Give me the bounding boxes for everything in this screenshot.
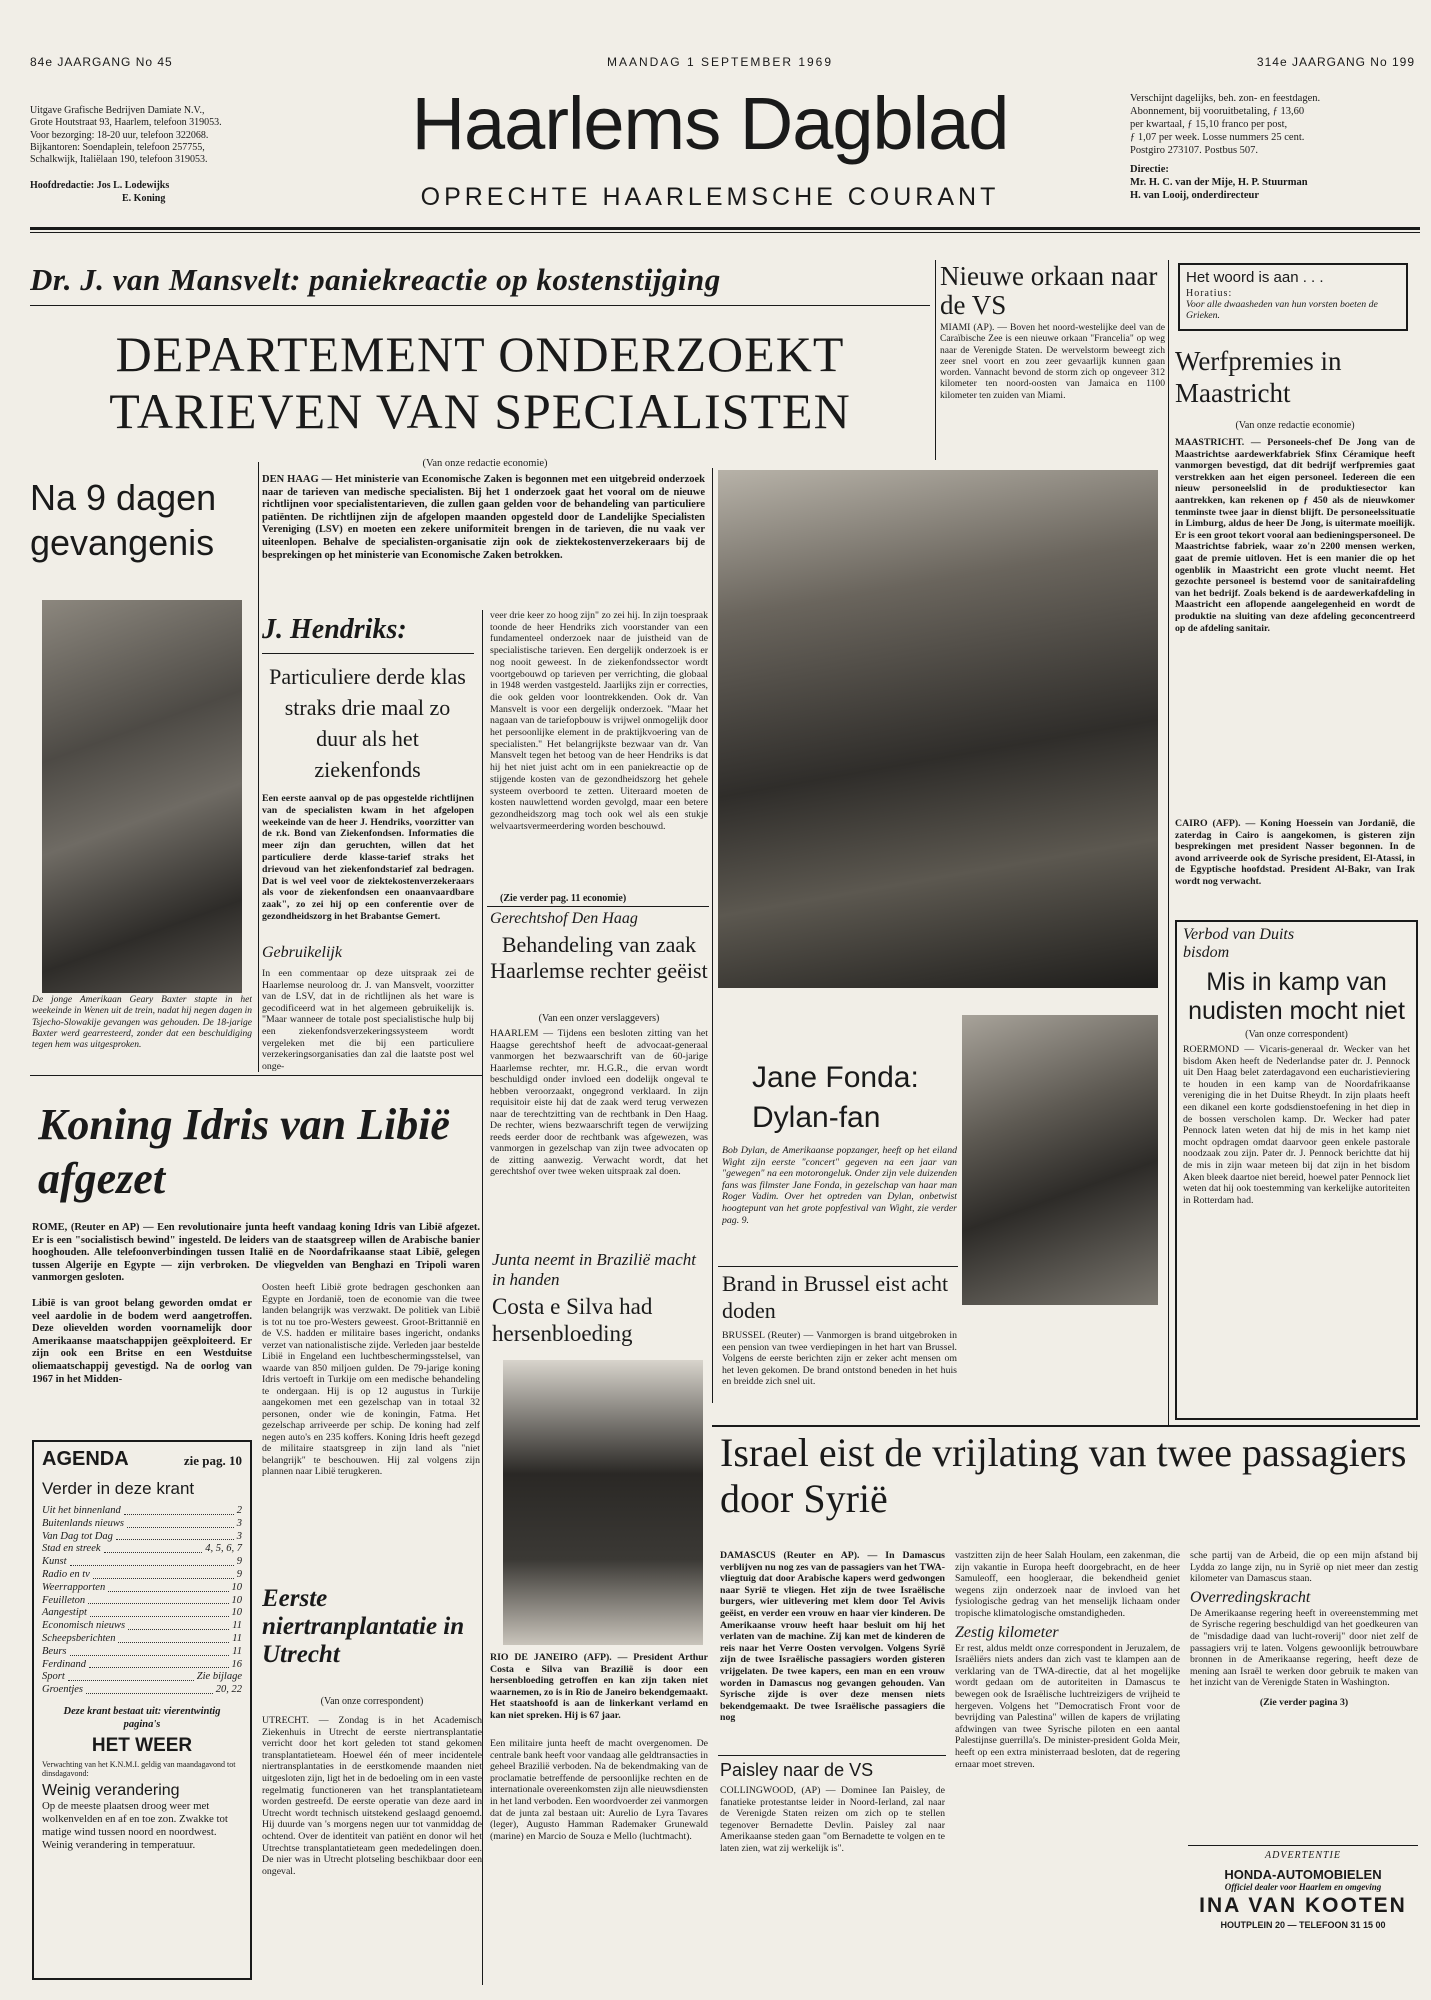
agenda-item-page: 10: [231, 1607, 242, 1619]
weather-text: Op de meeste plaatsen droog weer met wolkenvelden en af en toe zon. Zwakke tot matige wind tussen noord en noordwest. Weinig verandering in temperatuur.: [42, 1799, 228, 1851]
brazil-text: Een militaire junta heeft de macht overgenomen. De centrale bank heeft voor vandaag alle geldtransacties in geheel Brazilië verboden. Na de bekendmaking van de proclamatie betreffende de persoonlijke rechten en de internationale overeenkomsten zijn alle nieuwsdiensten in het land verboden. Een woordvoerder zei vanmorgen dat de junta zal bestaan uit: Aurelio de Lyra Tavares (leger), Augusto Hamman Rademaker Grunewald (marine) en Marcio de Souza e Mello (luchtmacht).: [490, 1738, 708, 1842]
dylan-photo: [962, 1015, 1158, 1305]
hendriks-subhead: Gebruikelijk: [262, 944, 342, 961]
agenda-item-label: Beurs: [42, 1645, 67, 1657]
nudisten-kicker: Verbod van Duits bisdom: [1183, 926, 1295, 961]
agenda-item: [42, 1518, 242, 1531]
directie-line: H. van Looij, onderdirecteur: [1130, 190, 1260, 201]
agenda-item-page: 2: [236, 1505, 242, 1516]
col-rule: [482, 1075, 483, 1985]
leader-dots: [93, 1569, 234, 1579]
paisley-headline: Paisley naar de VS: [720, 1760, 874, 1780]
quote-title: Het woord is aan . . .: [1186, 269, 1324, 286]
festival-photo: [718, 470, 1158, 988]
israel-col2: [955, 1550, 1180, 1770]
hof-headline: Behandeling van zaak Haarlemse rechter geëist: [490, 932, 708, 983]
publisher-line: Voor bezorging: 18-20 uur, telefoon 322068.: [30, 129, 209, 141]
agenda-see: zie pag. 10: [183, 1453, 242, 1468]
leader-dots: [128, 1620, 229, 1630]
agenda-item-label: Feuilleton: [42, 1594, 86, 1606]
agenda-item-page: 10: [231, 1581, 242, 1593]
agenda-item: [42, 1646, 242, 1659]
agenda-item-label: Buitenlands nieuws: [42, 1517, 124, 1529]
weather-title: HET WEER: [91, 1734, 193, 1756]
directie-label: Directie:: [1130, 164, 1169, 175]
agenda-item-page: 16: [231, 1658, 242, 1670]
werfpremies-headline: Werfpremies in Maastricht: [1175, 346, 1342, 408]
ad-label: ADVERTENTIE: [1265, 1850, 1341, 1861]
agenda-item-page: 10: [231, 1594, 242, 1606]
hof-text: HAARLEM — Tijdens een besloten zitting van het Haagse gerechtshof heeft de advocaat-generaal vanmorgen het bezwaarschrift van de 60-jarige Haarlemse rechter, mr. H.G.R., die ervan wordt beschuldigd onder invloed een dodelijk ongeval te hebben veroorzaakt, ongegrond verklaard. In zijn requisitoir eiste hij dat de zaak werd terug verwezen naar de terechtzitting van de rechtbank in Den Haag. De rechter, wiens bezwaarschrift tegen de verwijzing reeds eerder door de rechtbank was afgewezen, was vanmorgen in gezelschap van zijn twee advocaten op de zitting aanwezig. Verwacht wordt, dat het gerechtshof over twee weken uitspraak zal doen.: [490, 1028, 708, 1177]
agenda-item-page: 3: [236, 1517, 242, 1529]
directie-line: Mr. H. C. van der Mije, H. P. Stuurman: [1130, 177, 1308, 188]
volume-left: 84e JAARGANG No 45: [30, 55, 173, 69]
agenda-item-label: Aangestipt: [42, 1607, 87, 1619]
israel-headline: Israel eist de vrijlating van twee passagiers door Syrië: [720, 1430, 1407, 1521]
nudisten-text: ROERMOND — Vicaris-generaal dr. Wecker van het bisdom Aken heeft de Nederlandse pater dr. J. Pennock uit Den Haag belet zaterdagavond een eucharistieviering te houden in een kamp van de Noordafrikaanse vereniging die in het Duitse Rheydt. In zijn plaats heeft een dikanel een korte godsdienstoefening in het diep in de bossen verscholen kamp. Dr. Wecker had pater Pennock laten weten dat hij de mis in het kamp niet mocht opdragen omdat daarvoor geen enkele pastorale noodzaak zou zijn. Pater dr. J. Pennock berichtte dat hij de mis in zijn waar meteen bij dat zijn in het bisdom Aken bleek daartoe niet bereid, hoewel pater Pennock liet weten dat hij ook toestemming van kerkelijke autoriteiten in Rotterdam had.: [1183, 1044, 1410, 1206]
lead-kicker-rule: [30, 305, 930, 306]
hof-kicker: Gerechtshof Den Haag: [490, 910, 638, 927]
costa-e-silva-photo: [503, 1360, 703, 1645]
subscription-line: Verschijnt dagelijks, beh. zon- en feestdagen.: [1130, 93, 1321, 104]
agenda-item-page: 11: [232, 1645, 242, 1657]
newspaper-title: Haarlems Dagblad: [411, 82, 1009, 165]
brazil-caption: RIO DE JANEIRO (AFP). — President Arthur Costa e Silva van Brazilië is door een hersenbloeding getroffen en kan zijn taken niet waarnemen, zo is in Rio de Janeiro bekendgemaakt. Het staatshoofd is aan de linkerkant verlamd en kan niet spreken. Hij is 67 jaar.: [490, 1652, 708, 1721]
agenda-item: [42, 1556, 242, 1569]
lead-kicker: Dr. J. van Mansvelt: paniekreactie op kostenstijging: [30, 262, 721, 297]
publisher-line: Bijkantoren: Soendaplein, telefoon 257755,: [30, 141, 205, 153]
agenda-item-page: 11: [232, 1620, 242, 1632]
paisley-text: COLLINGWOOD, (AP) — Dominee Ian Paisley, de fanatieke protestantse leider in Noord-Ierland, zal naar de Verenigde Staten reizen om zich op te stellen tegenover Bernadette Devlin. Paisley zal naar Amerikaanse steden gaan "om Bernadette te volgen en te laten zien, wat zij werkelijk is".: [720, 1785, 945, 1854]
israel-subhead-2: Overredingskracht: [1190, 1588, 1311, 1606]
israel-col1: DAMASCUS (Reuter en AP). — In Damascus verblijven nu nog zes van de passagiers van het TWA-vliegtuig dat door Arabische kapers werd gedwongen naar Syrië te vliegen. Het zijn de twee Israëlische burgers, wier uitlevering met klem door Tel Avivis geëist, en verder een vrouw en haar vier kinderen. De Amerikaanse vrouw heeft haar besluit om hij het verlaten van de machine. Zij kan met de kinderen de reis naar het Verre Oosten vervolgen. Volgens Syrië zijn de twee Israëlische passagiers worden gisteren vrijgelaten. De twee kapers, een man en een vrouw worden in Damascus nog gevangen gehouden. Van Syrische zijde is over deze mensen niets bekendgemaakt. De twee Israëlische passagiers die nog: [720, 1550, 945, 1724]
agenda-item-label: Ferdinand: [42, 1658, 86, 1670]
idris-col2: Oosten heeft Libië grote bedragen geschonken aan Egypte en Jordanië, toen de economie van die twee landen belangrijk was verzwakt. De politiek van Libië is tot nu toe pro-Westers geweest. Groot-Brittannië en de V.S. hadden er militaire bases ingericht, ondanks verzet van nationalistische zijde. Verleden jaar bestelde Libië in Engeland een luchtbeschermingsstelsel, van waarde van 850 miljoen gulden. De 79-jarige koning Idris vertoeft in Turkije om een medische behandeling te ondergaan. Hij is op 12 augustus in Turkije aangekomen met een gezelschap van in totaal 32 personen, onder wie de koningin, Fatma. Het gezelschap arriveerde per schip. De koning had zelf negen auto's en 235 koffers. Koning Idris heeft gezegd de militaire staatsgreep in zijn land als "niet belangrijk" te beschouwen. Hij zal volgens zijn plannen naar Libië terugkeren.: [262, 1282, 480, 1477]
lead-headline-2: TARIEVEN VAN SPECIALISTEN: [109, 383, 851, 439]
agenda-title: AGENDA: [42, 1448, 129, 1470]
israel-col2-text: vastzitten zijn de heer Salah Houlam, een zakenman, die zijn vakantie in Europa heeft doorgebracht, en de heer Samuleoff, een hoogleraar, die bekendheid geniet wegens zijn onderzoek naar de invloed van het fysiologische gedrag van het menselijk lichaam onder tropische klimatologische omstandigheden.: [955, 1550, 1180, 1619]
transplant-text: UTRECHT. — Zondag is in het Academisch Ziekenhuis in Utrecht de eerste niertransplantatie verricht door het kort geleden tot stand gekomen transplantatieteam. Hoewel één of meer incidentele niertransplantaties in de eerstkomende maanden niet uitgesloten zijn, ligt het in de bedoeling om in een vaste regelmatig functioneren van het transplantatieteam worden gestreefd. De eerste operatie van deze aard in Utrecht wordt technisch uitstekend geslaagd genoemd. Hij duurde van 's morgens negen uur tot vanmiddag de ochtend. Over de identiteit van patiënt en donor wil het Utrechtse transplantatieteam geen mededelingen doen. De nier was in Utrecht plotseling beschikbaar door een ongeval.: [262, 1715, 482, 1877]
baxter-photo: [42, 600, 242, 993]
agenda-item: [42, 1505, 242, 1518]
section-rule: [30, 1075, 482, 1076]
idris-intro: ROME, (Reuter en AP) — Een revolutionaire junta heeft vandaag koning Idris van Libië afgezet. Er is een "socialistisch bewind" ingesteld. De leiders van de staatsgreep willen de Arabische banier hooghouden. Alle telefoonverbindingen tussen Italië en de Noordafrikaanse staat Libië, gelegen tussen Algerije en Egypte — zijn verbroken. De vliegvelden van Benghazi en Tripoli waren vanmorgen gesloten.: [32, 1222, 480, 1284]
idris-col1: Libië is van groot belang geworden omdat er veel aardolie in de bodem werd aangetroffen. Deze olievelden worden voornamelijk door Amerikaanse maatschappijen geëxploiteerd. Er zijn ook een Britse en een Westduitse oliemaatschappij gevestigd. Na de oorlog van 1967 in het Midden-: [32, 1298, 252, 1385]
col-rule: [1168, 260, 1169, 1425]
col-rule: [935, 260, 936, 460]
leader-dots: [127, 1518, 234, 1528]
fonda-headline: Jane Fonda: Dylan-fan: [752, 1061, 919, 1134]
subscription-line: Abonnement, bij vooruitbetaling, ƒ 13,60: [1130, 106, 1305, 117]
israel-col3: [1190, 1550, 1418, 1709]
subscription-line: per kwartaal, ƒ 15,10 franco per post,: [1130, 119, 1288, 130]
cairo-text: CAIRO (AFP). — Koning Hoessein van Jordanië, die zaterdag in Cairo is aangekomen, is gisteren zijn besprekingen met president Nasser begonnen. In de avond arriveerde ook de Syrische president, El-Atassi, in de Egyptische hoofdstad. President Al-Bakr, van Irak wordt nog verwacht.: [1175, 818, 1415, 887]
nudisten-source: (Van onze correspondent): [1245, 1029, 1348, 1040]
leader-dots: [68, 1671, 194, 1681]
masthead-rule: [30, 227, 1420, 230]
brussel-headline: Brand in Brussel eist acht doden: [722, 1271, 949, 1323]
hof-source: (Van een onzer verslaggevers): [538, 1013, 660, 1024]
agenda-list: [42, 1505, 242, 1697]
agenda-subtitle: Verder in deze krant: [42, 1479, 195, 1498]
agenda-item-label: Economisch nieuws: [42, 1620, 126, 1632]
lead-source: (Van onze redactie economie): [422, 458, 548, 469]
col-rule: [712, 468, 713, 1403]
subscription-info: [1130, 92, 1420, 202]
subscription-line: ƒ 1,07 per week. Losse nummers 25 cent.: [1130, 132, 1305, 143]
col-rule: [482, 610, 483, 1075]
weather-small: Verwachting van het K.N.M.I. geldig van maandagavond tot dinsdagavond:: [42, 1759, 236, 1779]
agenda-item-label: Stad en streek: [42, 1543, 101, 1555]
agenda-item: [42, 1607, 242, 1620]
agenda-item-page: 4, 5, 6, 7: [205, 1543, 242, 1555]
agenda-item: [42, 1569, 242, 1582]
quote-box: [1178, 263, 1408, 331]
agenda-item-page: Zie bijlage: [196, 1671, 242, 1683]
israel-subhead: Zestig kilometer: [955, 1623, 1059, 1641]
issue-date: MAANDAG 1 SEPTEMBER 1969: [606, 55, 834, 69]
publisher-line: Grote Houtstraat 93, Haarlem, telefoon 319053.: [30, 117, 222, 129]
brazil-kicker: Junta neemt in Brazilië macht in handen: [492, 1250, 696, 1289]
gevangenis-headline: Na 9 dagen gevangenis: [30, 477, 217, 563]
weather-headline: Weinig verandering: [42, 1781, 180, 1799]
leader-dots: [86, 1684, 213, 1694]
brussel-text: BRUSSEL (Reuter) — Vanmorgen is brand uitgebroken in een pension van twee verdiepingen in het hart van Brussel. Volgens de eerste berichten zijn er zeker acht mensen om het leven gekomen. De brand ontstond beneden in het huis en breidde zich snel uit.: [722, 1330, 957, 1388]
agenda-item: [42, 1582, 242, 1595]
quote-author: Horatius:: [1186, 288, 1233, 299]
werfpremies-text: MAASTRICHT. — Personeels-chef De Jong van de Maastrichtse aardewerkfabriek Sfinx Céramique heeft vanmorgen bevestigd, dat dit bedrijf werfpremies gaat verstrekken aan het eigen personeel. Iedereen die een nieuw personeelslid in de produktiesector kan aantrekken, kan rekenen op ƒ 450 als de nieuwkomer tenminste twee jaar in dienst blijft. De personeelssituatie in Limburg, aldus de heer De Jong, is uitermate moeilijk. Er is een groot tekort vooral aan bedieningspersoneel. De Maastrichtse fabriek, waar zo'n 2200 mensen werken, gaat de premie uitloven. Het is een manier die op het ogenblik in Maastricht een grote vlucht neemt. Het gezochte personeel is bestemd voor de sanitairafdeling van het bedrijf. Zoals bekend is de aardewerkafdeling in Maastricht een aflopende aangelegenheid en wordt de produktie na sluiting van deze afdeling geconcentreerd op de afdeling sanitair.: [1175, 437, 1415, 634]
lead-intro: DEN HAAG — Het ministerie van Economische Zaken is begonnen met een uitgebreid onderzoek naar de tarieven van medische specialisten. Bij het 1 onderzoek gaat het vooral om de nieuwe richtlijnen voor specialistentarieven, die zullen gaan gelden voor de behandeling van particuliere patiënten. De richtlijnen zijn de afgelopen maanden opgesteld door de Landelijke Specialisten Vereniging (LSV) en moeten een zekere uniformiteit brengen in de tarieven, die nu vaak ver uiteenlopen. Behalve de specialisten-organisatie zijn ook de ziektekostenverzekeraars bij de besprekingen op het ministerie van Economische Zaken betrokken.: [262, 474, 705, 561]
leader-dots: [89, 1659, 229, 1669]
agenda-item-label: Radio en tv: [42, 1568, 90, 1580]
agenda-item: [42, 1531, 242, 1544]
subscription-line: Postgiro 273107. Postbus 507.: [1130, 145, 1259, 156]
editors-second: E. Koning: [122, 192, 166, 204]
transplant-headline: Eerste niertranplantatie in Utrecht: [262, 1585, 465, 1668]
agenda-item-page: 20, 22: [215, 1684, 242, 1696]
hendriks-label: J. Hendriks:: [262, 614, 407, 645]
agenda-item: [42, 1671, 242, 1684]
fonda-caption: Bob Dylan, de Amerikaanse popzanger, heeft op het eiland Wight zijn eerste "concert" gegeven na een jaar van "gewegen" na een motorongeluk. Onder zijn vele duizenden fans was filmster Jane Fonda, in gezelschap van haar man Roger Vadim. Over het optreden van Dylan, onbetwist hoogtepunt van het grote popfestival van Wight, zie verder pag. 9.: [722, 1145, 957, 1226]
agenda-item-page: 9: [236, 1556, 242, 1568]
newspaper-subtitle: OPRECHTE HAARLEMSCHE COURANT: [420, 183, 1000, 211]
agenda-item: [42, 1684, 242, 1697]
agenda-item-label: Weerrapporten: [42, 1581, 106, 1593]
israel-col2-text-b: Er rest, aldus meldt onze correspondent in Jeruzalem, de Israëliërs niets anders dan zich vast te klampen aan de verklaring van de TWA-directie, dat al het mogelijke wordt gedaan om de autoriteiten in Damascus te bewegen ook de Israëlische luchtreizigers de vrijheid te hergeven. Volgens het "Democratisch Front voor de bevrijding van Palestina" willen de kapers de vrijlating afdwingen van twee Syrische piloten en een aantal Palestijnse guerrilla's. De minister-president Golda Meir, heeft op een extra ministerraad besloten, dat de regering ernaar moet streven.: [955, 1642, 1180, 1770]
nudisten-headline: Mis in kamp van nudisten mocht niet: [1188, 968, 1405, 1025]
agenda-item-label: Scheepsberichten: [42, 1632, 116, 1644]
masthead-rule-thin: [30, 232, 1420, 233]
volume-right: 314e JAARGANG No 199: [1256, 55, 1415, 69]
agenda-item-page: 9: [236, 1568, 242, 1580]
hurricane-headline: Nieuwe orkaan naar de VS: [940, 262, 1158, 320]
agenda-item: [42, 1595, 242, 1608]
leader-dots: [108, 1582, 228, 1592]
leader-dots: [118, 1633, 229, 1643]
israel-col3-text: sche partij van de Arbeid, die op een mijn afstand bij Lydda zo lange zijn, nu in Syrië op niet meer dan zestig kilometer van Damascus staan.: [1190, 1550, 1418, 1585]
agenda-item-page: 3: [236, 1530, 242, 1542]
leader-dots: [70, 1556, 234, 1566]
publisher-line: Schalkwijk, Italiëlaan 190, telefoon 319053.: [30, 154, 208, 166]
leader-dots: [124, 1505, 234, 1515]
agenda-item-label: Uit het binnenland: [42, 1505, 121, 1516]
baxter-caption: De jonge Amerikaan Geary Baxter stapte in het weekeinde in Wenen uit de trein, nadat hij negen dagen in Tsjecho-Slowakije gevangen was gehouden. De 18-jarige Baxter werd gearresteerd, zonder dat een beschuldiging tegen hem was uitgesproken.: [32, 995, 252, 1051]
section-rule: [712, 1425, 1420, 1427]
israel-col3-text-b: De Amerikaanse regering heeft in overeenstemming met de Syrische regering beschuldigd van het goedkeuren van de "misdadige daad van lucht-roverij" door niet zelf de passagiers vrij te laten. Volgens gewoonlijk betrouwbare bronnen in de Amerikaanse regering, heeft deze de mening aan Israël te werken door gebruik te maken van het inzicht van de Verenigde Staten in Washington.: [1190, 1607, 1418, 1689]
agenda-item-page: 11: [232, 1632, 242, 1644]
hendriks-text-2: In een commentaar op deze uitspraak zei de Haarlemse neuroloog dr. J. van Mansvelt, voorzitter van de LSV, dat in de richtlijnen als het ware is gecodificeerd wat in het algemeen gebruikelijk is. "Maar wanneer de totale post specialistische hulp bij een ziekenfondsverzekeringssysteem wordt vergeleken met die bij een particuliere verzekeringsorganisaties dan zal die laatste post wel onge-: [262, 968, 474, 1072]
lead-headline-1: DEPARTEMENT ONDERZOEKT: [115, 326, 845, 382]
hendriks-headline: Particuliere derde klas straks drie maal zo duur als het ziekenfonds: [269, 664, 466, 782]
section-rule: [487, 906, 709, 907]
honda-advertisement: [1188, 1845, 1418, 1990]
leader-dots: [104, 1543, 203, 1553]
agenda-note: Deze krant bestaat uit: vierentwintig pagina's: [63, 1705, 221, 1730]
leader-dots: [88, 1595, 228, 1605]
ad-name: INA VAN KOOTEN: [1199, 1894, 1407, 1917]
section-rule: [718, 1266, 958, 1267]
leader-dots: [70, 1646, 230, 1656]
agenda-item-label: Kunst: [42, 1556, 67, 1568]
agenda-item-label: Van Dag tot Dag: [42, 1530, 113, 1542]
ad-dealer: Officiel dealer voor Haarlem en omgeving: [1224, 1882, 1382, 1892]
nudisten-box: [1175, 920, 1418, 1420]
section-rule: [718, 1755, 946, 1756]
hurricane-text: MIAMI (AP). — Boven het noord-westelijke deel van de Caraïbische Zee is een nieuwe orkaan "Francelia" op weg naar de Verenigde Staten. De wervelstorm beweegt zich zeer snel voort en zou zeer gevaarlijk kunnen gaan worden. Vannacht bevond de storm zich op ongeveer 312 kilometer ten noord-oosten van Jamaica en 1100 kilometer ten zuiden van Miami.: [940, 322, 1165, 401]
ad-brand: HONDA-AUTOMOBIELEN: [1224, 1867, 1382, 1882]
ad-address: HOUTPLEIN 20 — TELEFOON 31 15 00: [1220, 1920, 1386, 1930]
agenda-box: [32, 1440, 252, 1980]
agenda-item-label: Groentjes: [42, 1684, 84, 1696]
agenda-item-label: Sport: [42, 1671, 65, 1683]
publisher-line: Uitgave Grafische Bedrijven Damiate N.V.,: [30, 105, 205, 116]
agenda-item: [42, 1620, 242, 1633]
israel-continued: (Zie verder pagina 3): [1259, 1696, 1349, 1708]
publisher-info: [30, 105, 330, 205]
leader-dots: [90, 1607, 229, 1617]
brazil-headline: Costa e Silva had hersenbloeding: [492, 1294, 653, 1346]
quote-text: Voor alle dwaasheden van hun vorsten boeten de Grieken.: [1186, 299, 1378, 321]
lead-continued: (Zie verder pag. 11 economie): [500, 893, 627, 904]
hendriks-text: Een eerste aanval op de pas opgestelde richtlijnen van de specialisten kwam in het afgelopen weekeinde van de heer J. Hendriks, voorzitter van de r.k. Bond van Ziekenfondsen. Informaties die meer zijn dan geruchten, willen dat het particuliere derde klasse-tarief straks het drievoud van het ziekenfondstarief zal bedragen. Dat is wel veel voor de ziektekostenverzekeraars als voor de ziekenfondsen een onaanvaardbare zaak", zo zei hij op een conferentie over de gezondheidszorg in het Brabantse Gemert.: [262, 793, 474, 922]
hendriks-rule: [262, 653, 474, 654]
agenda-item: [42, 1633, 242, 1646]
idris-headline: Koning Idris van Libië afgezet: [38, 1100, 450, 1203]
leader-dots: [116, 1531, 234, 1541]
werfpremies-source: (Van onze redactie economie): [1235, 420, 1355, 431]
agenda-item: [42, 1543, 242, 1556]
transplant-source: (Van onze correspondent): [320, 1696, 424, 1707]
lead-col2: veer drie keer zo hoog zijn" zo zei hij. In zijn toespraak toonde de heer Hendriks zich voorstander van een fundamenteel onderzoek naar de juistheid van de specialistische tarieven. Een dergelijk onderzoek is er nog nooit geweest. In de ziekenfondssector wordt voortgebouwd op tarieven per verrichting, die globaal in 1948 werden vastgesteld. Jaarlijks zijn er correcties, die ook gelden voor loontrekkenden. Ook dr. Van Mansvelt is voor een dergelijk onderzoek. "Maar het nagaan van de tariefopbouw is vrijwel onmogelijk door het persoonlijke element in de praktijkvoering van de specialisten." Het belangrijkste bezwaar van dr. Van Mansvelt tegen het betoog van de heer Hendriks is dat hij het niet juist acht om in een paniekreactie op de stijgende kosten van de gezondheidszorg het gehele systeem overboord te zetten. Uiteraard moeten de kosten nauwlettend worden gevolgd, maar een betere gezondheidszorg mag toch ook wel als een stukje welvaartsvermeerdering worden beschouwd.: [490, 610, 708, 832]
agenda-item: [42, 1659, 242, 1672]
editors: Hoofdredactie: Jos L. Lodewijks: [30, 180, 170, 192]
col-rule: [258, 462, 259, 1072]
